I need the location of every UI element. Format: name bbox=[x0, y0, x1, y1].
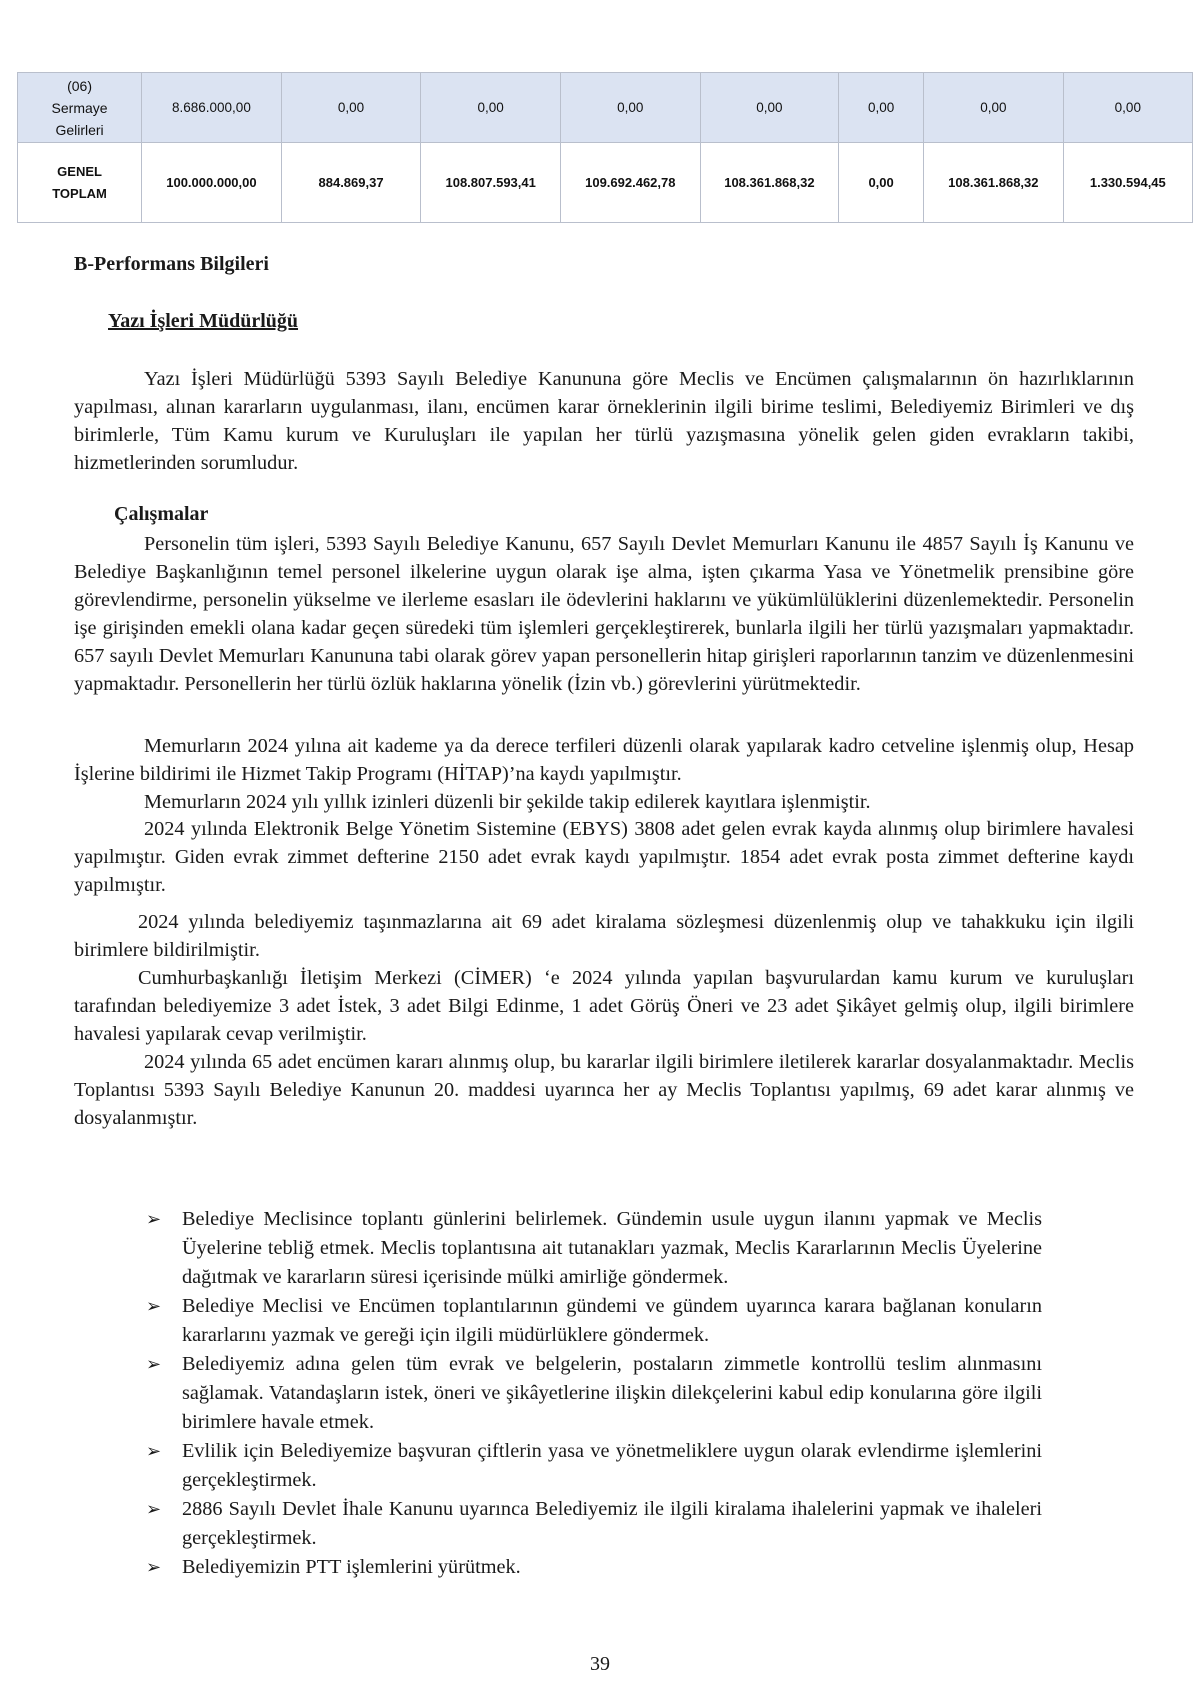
table-cell: 8.686.000,00 bbox=[142, 73, 282, 143]
work-paragraph: 2024 yılında Elektronik Belge Yönetim Sistemine (EBYS) 3808 adet gelen evrak kayda alınmış olup birimlere havalesi yapılmıştır. Giden evrak zimmet defterine 2150 adet evrak kaydı yapılmıştır. 1854 adet evrak posta zimmet defterine kaydı yapılmıştır. bbox=[74, 818, 1134, 896]
unit-heading: Yazı İşleri Müdürlüğü bbox=[108, 310, 299, 332]
arrow-bullet-icon: ➢ bbox=[146, 1209, 162, 1230]
table-cell: 0,00 bbox=[281, 73, 421, 143]
budget-table bbox=[17, 72, 1193, 223]
table-cell: 0,00 bbox=[1063, 73, 1192, 143]
list-item-text: 2886 Sayılı Devlet İhale Kanunu uyarınca Belediyemiz ile ilgili kiralama ihalelerini yapmak ve ihaleleri gerçekleştirmek. bbox=[182, 1498, 1042, 1549]
row-label-cell bbox=[18, 143, 142, 223]
arrow-bullet-icon: ➢ bbox=[146, 1557, 162, 1578]
list-item-text: Belediye Meclisi ve Encümen toplantılarının gündemi ve gündem uyarınca karara bağlanan konuların kararlarını yazmak ve gereği için ilgili müdürlüklere göndermek. bbox=[182, 1295, 1042, 1346]
list-item bbox=[146, 1350, 1042, 1437]
page-number: 39 bbox=[590, 1653, 610, 1675]
table-cell: 0,00 bbox=[839, 73, 924, 143]
table-cell: 0,00 bbox=[924, 73, 1064, 143]
table-cell: 108.807.593,41 bbox=[421, 143, 561, 223]
arrow-bullet-icon: ➢ bbox=[146, 1296, 162, 1317]
list-item bbox=[146, 1205, 1042, 1292]
intro-paragraph: Yazı İşleri Müdürlüğü 5393 Sayılı Belediye Kanununa göre Meclis ve Encümen çalışmalarının ön hazırlıklarının yapılması, alınan kararların uygulanması, ilanı, encümen karar örneklerinin ilgili birime teslimi, Belediyemiz Birimleri ve dış birimlerle, Tüm Kamu kurum ve Kuruluşları ile yapılan her türlü yazışmasına yönelik gelen giden evrakların takibi, hizmetlerinden sorumludur. bbox=[74, 368, 1134, 474]
list-item-text: Evlilik için Belediyemize başvuran çiftlerin yasa ve yönetmeliklere uygun olarak evlendirme işlemlerini gerçekleştirmek. bbox=[182, 1440, 1042, 1491]
arrow-bullet-icon: ➢ bbox=[146, 1354, 162, 1375]
work-paragraph: Memurların 2024 yılı yıllık izinleri düzenli bir şekilde takip edilerek kayıtlara işlenmiştir. bbox=[144, 791, 871, 813]
table-cell: 108.361.868,32 bbox=[700, 143, 839, 223]
duties-list bbox=[146, 1205, 1042, 1582]
list-item-text: Belediyemiz adına gelen tüm evrak ve belgelerin, postaların zimmetle kontrollü teslim alınmasını sağlamak. Vatandaşların istek, öneri ve şikâyetlerine ilişkin dilekçelerini kabul edip konularına göre ilgili birimlere havale etmek. bbox=[182, 1353, 1042, 1433]
row-label-line: Gelirleri bbox=[55, 121, 104, 138]
row-label-line: GENEL bbox=[57, 163, 102, 179]
row-label-line: TOPLAM bbox=[52, 185, 107, 201]
table-row bbox=[18, 73, 1193, 143]
table-cell: 1.330.594,45 bbox=[1063, 143, 1192, 223]
table-cell: 109.692.462,78 bbox=[560, 143, 700, 223]
work-heading: Çalışmalar bbox=[114, 503, 209, 525]
work-paragraph: Memurların 2024 yılına ait kademe ya da derece terfileri düzenli olarak yapılarak kadro cetveline işlenmiş olup, Hesap İşlerine bildirimi ile Hizmet Takip Programı (HİTAP)’na kaydı yapılmıştır. bbox=[74, 735, 1134, 785]
table-cell: 884.869,37 bbox=[281, 143, 421, 223]
work-paragraph: 2024 yılında belediyemiz taşınmazlarına ait 69 adet kiralama sözleşmesi düzenlenmiş olup ve tahakkuku için ilgili birimlere bildirilmiştir. bbox=[74, 911, 1134, 961]
row-label-line: (06) bbox=[67, 77, 92, 94]
row-label-cell bbox=[18, 73, 142, 143]
list-item bbox=[146, 1553, 1042, 1582]
work-paragraph: Personelin tüm işleri, 5393 Sayılı Belediye Kanunu, 657 Sayılı Devlet Memurları Kanunu ile 4857 Sayılı İş Kanunu ve Belediye Başkanlığının temel personel ilkelerine uygun olarak işe alma, işten çıkarma Yasa ve Yönetmelik prensibine göre görevlendirme, personelin yükselme ve ilerleme esasları ile ödevlerini haklarını ve yükümlülüklerini düzenlemektedir. Personelin işe girişinden emekli olana kadar geçen süredeki tüm işlemleri gerçekleştirerek, bunlarla ilgili her türlü yazışmaları yapmaktadır. 657 sayılı Devlet Memurları Kanununa tabi olarak görev yapan personellerin hitap girişleri raporlarının tanzim ve düzenlenmesini yapmaktadır. Personellerin her türlü özlük haklarına yönelik (İzin vb.) görevlerini yürütmektedir. bbox=[74, 533, 1134, 695]
work-paragraph: 2024 yılında 65 adet encümen kararı alınmış olup, bu kararlar ilgili birimlere iletilerek kararlar dosyalanmaktadır. Meclis Toplantısı 5393 Sayılı Belediye Kanunun 20. maddesi uyarınca her ay Meclis Toplantısı yapılmış, 69 adet karar alınmış ve dosyalanmıştır. bbox=[74, 1051, 1134, 1129]
arrow-bullet-icon: ➢ bbox=[146, 1441, 162, 1462]
list-item bbox=[146, 1437, 1042, 1495]
row-label-line: Sermaye bbox=[51, 99, 108, 116]
list-item-text: Belediyemizin PTT işlemlerini yürütmek. bbox=[182, 1556, 521, 1578]
work-paragraph: Cumhurbaşkanlığı İletişim Merkezi (CİMER) ‘e 2024 yılında yapılan başvurulardan kamu kurum ve kuruluşları tarafından belediyemize 3 adet İstek, 3 adet Bilgi Edinme, 1 adet Görüş Öneri ve 23 adet Şikâyet gelmiş olup, ilgili birimlere havalesi yapılarak cevap verilmiştir. bbox=[74, 967, 1134, 1045]
table-cell: 0,00 bbox=[560, 73, 700, 143]
table-cell: 0,00 bbox=[421, 73, 561, 143]
list-item bbox=[146, 1292, 1042, 1350]
arrow-bullet-icon: ➢ bbox=[146, 1499, 162, 1520]
table-cell: 0,00 bbox=[700, 73, 839, 143]
table-cell: 0,00 bbox=[839, 143, 924, 223]
table-cell: 108.361.868,32 bbox=[924, 143, 1064, 223]
list-item-text: Belediye Meclisince toplantı günlerini belirlemek. Gündemin usule uygun ilanını yapmak ve Meclis Üyelerine tebliğ etmek. Meclis toplantısına ait tutanakları yazmak, Meclis Kararlarının Meclis Üyelerine dağıtmak ve kararların süresi içerisinde mülki amirliğe göndermek. bbox=[182, 1208, 1042, 1288]
section-heading: B-Performans Bilgileri bbox=[74, 253, 269, 275]
list-item bbox=[146, 1495, 1042, 1553]
table-cell: 100.000.000,00 bbox=[142, 143, 282, 223]
table-row bbox=[18, 143, 1193, 223]
